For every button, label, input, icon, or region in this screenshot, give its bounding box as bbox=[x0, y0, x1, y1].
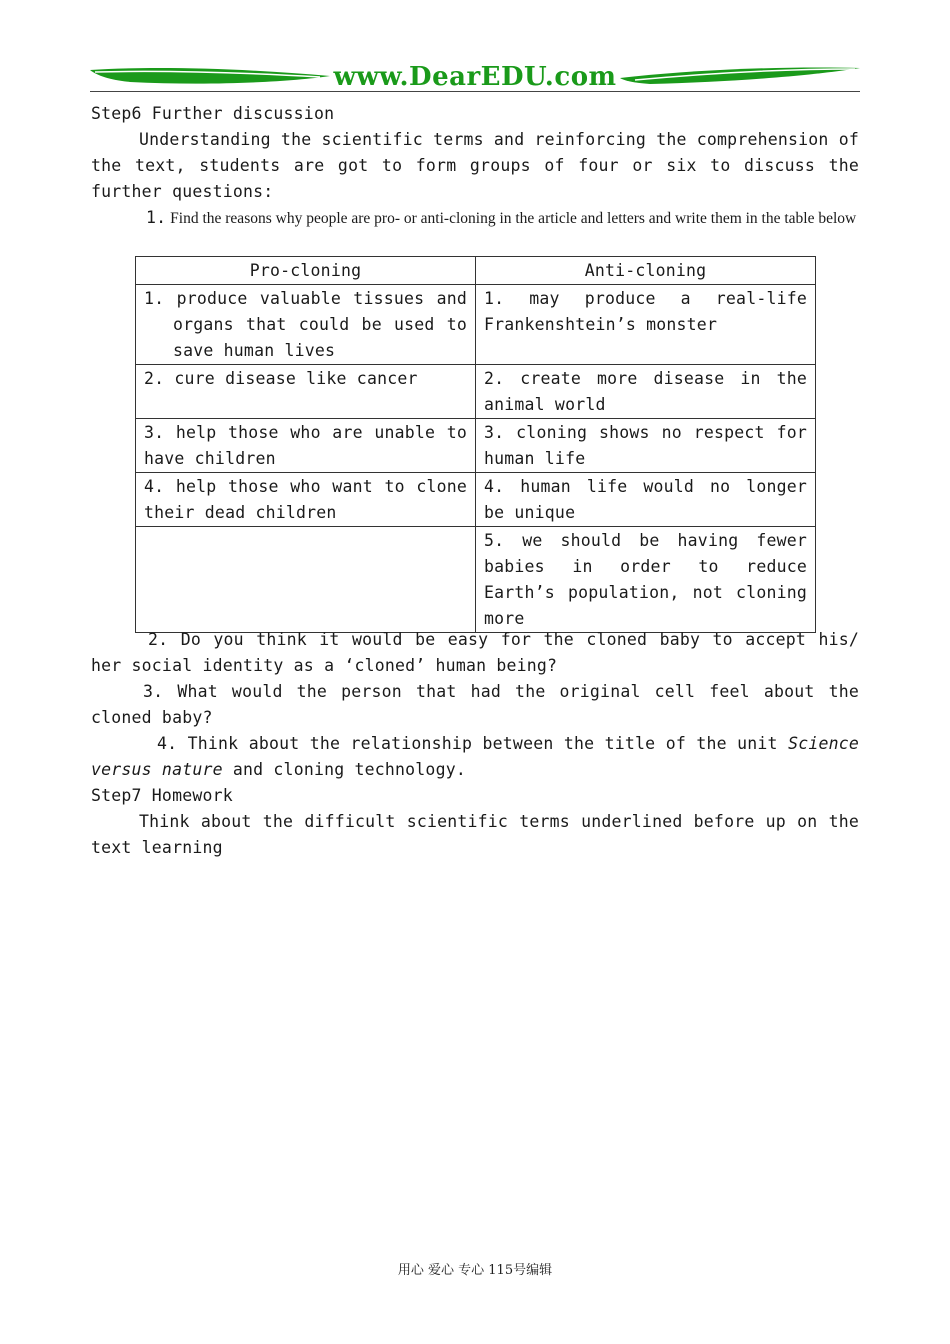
question-2: 2. Do you think it would be easy for the cloned baby to accept his/ her social identity as a ‘cloned’ human being? bbox=[91, 630, 859, 675]
site-header-banner bbox=[90, 60, 860, 94]
table-cell-pro: 1. produce valuable tissues and organs that could be used to save human lives bbox=[136, 285, 476, 365]
table-cell-pro bbox=[136, 527, 476, 633]
question-1-number: 1. bbox=[146, 208, 167, 227]
table-cell-pro: 3. help those who are unable to have children bbox=[136, 419, 476, 473]
question-1 bbox=[91, 205, 859, 232]
step6-intro-paragraph: Understanding the scientific terms and reinforcing the comprehension of the text, students are got to form groups of four or six to discuss the further questions: bbox=[91, 130, 859, 201]
unit-title: Science versus nature bbox=[91, 734, 859, 779]
table-cell-pro: 4. help those who want to clone their dead children bbox=[136, 473, 476, 527]
question-1-text: Find the reasons why people are pro- or anti-cloning in the article and letters and write them in the table below bbox=[170, 210, 857, 227]
pro-anti-cloning-table bbox=[135, 256, 816, 633]
table-cell-anti: 5. we should be having fewer babies in order to reduce Earth’s population, not cloning more bbox=[476, 527, 816, 633]
question-3: 3. What would the person that had the original cell feel about the cloned baby? bbox=[91, 682, 859, 727]
table-cell-anti: 1. may produce a real-life Frankenshtein’s monster bbox=[476, 285, 816, 365]
question-4-text-after: and cloning technology. bbox=[232, 760, 466, 779]
table-row bbox=[136, 473, 816, 527]
table-row bbox=[136, 365, 816, 419]
table-row bbox=[136, 285, 816, 365]
page-footer: 用心 爱心 专心 115号编辑 bbox=[397, 1263, 553, 1278]
step7-heading: Step7 Homework bbox=[91, 786, 233, 805]
table-header-pro: Pro-cloning bbox=[136, 257, 476, 285]
table-cell-pro: 2. cure disease like cancer bbox=[136, 365, 476, 419]
step6-heading: Step6 Further discussion bbox=[91, 104, 335, 123]
header-divider bbox=[90, 91, 860, 92]
table-row bbox=[136, 419, 816, 473]
question-4 bbox=[91, 731, 859, 783]
table-cell-anti: 3. cloning shows no respect for human life bbox=[476, 419, 816, 473]
table-cell-anti: 4. human life would no longer be unique bbox=[476, 473, 816, 527]
question-4-text-before: 4. Think about the relationship between the title of the unit bbox=[157, 734, 778, 753]
table-row bbox=[136, 527, 816, 633]
table-header-row bbox=[136, 257, 816, 285]
table-cell-anti: 2. create more disease in the animal world bbox=[476, 365, 816, 419]
table-header-anti: Anti-cloning bbox=[476, 257, 816, 285]
step7-homework-paragraph: Think about the difficult scientific terms underlined before up on the text learning bbox=[91, 812, 859, 857]
site-logo-text: www.DearEDU.com bbox=[333, 62, 617, 92]
